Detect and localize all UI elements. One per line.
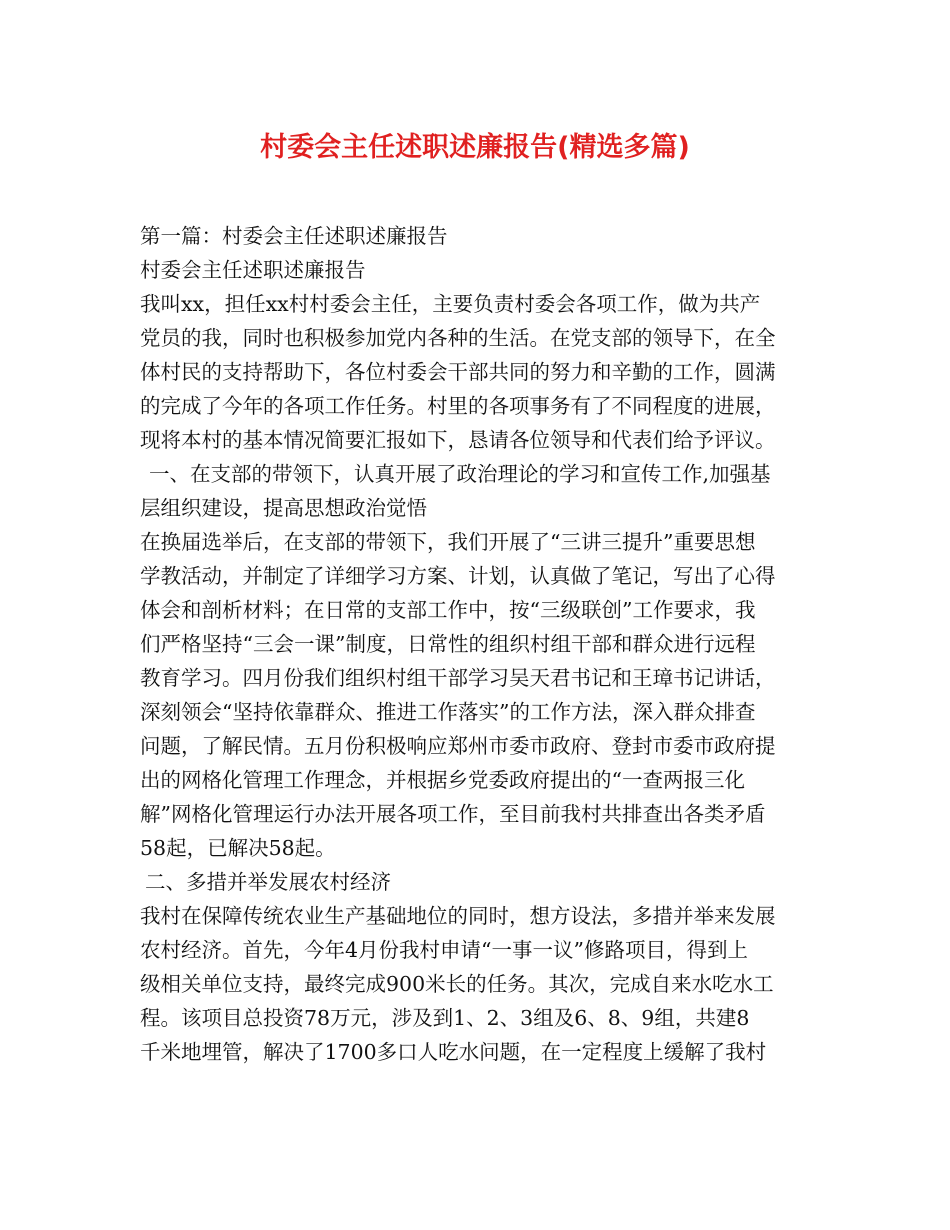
- numbered-heading: 一、在支部的带领下，认真开展了政治理论的学习和宣传工作,加强基: [149, 462, 771, 486]
- paragraph-line: 深刻领会“坚持依靠群众、推进工作落实”的工作方法，深入群众排查: [140, 700, 756, 724]
- document-title: 村委会主任述职述廉报告(精选多篇): [260, 132, 690, 163]
- paragraph-line: 们严格坚持“三会一课”制度，日常性的组织村组干部和群众进行远程: [140, 632, 756, 656]
- paragraph-line: 学教活动，并制定了详细学习方案、计划，认真做了笔记，写出了心得: [140, 564, 776, 588]
- paragraph-line: 程。该项目总投资78万元，涉及到1、2、3组及6、8、9组，共建8: [140, 1006, 750, 1030]
- numbered-heading-continued: 层组织建设，提高思想政治觉悟: [140, 496, 427, 520]
- paragraph-line: 千米地埋管，解决了1700多口人吃水问题，在一定程度上缓解了我村: [140, 1040, 767, 1064]
- paragraph-line: 教育学习。四月份我们组织村组干部学习吴天君书记和王璋书记讲话，: [140, 666, 776, 690]
- document-body: [140, 219, 820, 1069]
- paragraph-line: 我叫xx，担任xx村村委会主任，主要负责村委会各项工作，做为共产: [140, 292, 761, 316]
- paragraph-line: 问题，了解民情。五月份积极响应郑州市委市政府、登封市委市政府提: [140, 734, 776, 758]
- subheading: 村委会主任述职述廉报告: [140, 258, 366, 282]
- paragraph-line: 农村经济。首先，今年4月份我村申请“一事一议”修路项目，得到上: [140, 938, 749, 962]
- paragraph-line: 58起，已解决58起。: [140, 836, 336, 860]
- paragraph-line: 在换届选举后，在支部的带领下，我们开展了“三讲三提升”重要思想: [140, 530, 756, 554]
- paragraph-line: 我村在保障传统农业生产基础地位的同时，想方设法，多措并举来发展: [140, 904, 776, 928]
- section-heading: 第一篇：村委会主任述职述廉报告: [140, 224, 448, 248]
- numbered-heading: 二、多措并举发展农村经济: [145, 870, 391, 894]
- paragraph-line: 解”网格化管理运行办法开展各项工作，至目前我村共排查出各类矛盾: [140, 802, 766, 826]
- paragraph-line: 党员的我，同时也积极参加党内各种的生活。在党支部的领导下，在全: [140, 326, 776, 350]
- paragraph-line: 现将本村的基本情况简要汇报如下，恳请各位领导和代表们给予评议。: [140, 428, 776, 452]
- paragraph-line: 体会和剖析材料；在日常的支部工作中，按“三级联创”工作要求，我: [140, 598, 756, 622]
- paragraph-line: 的完成了今年的各项工作任务。村里的各项事务有了不同程度的进展，: [140, 394, 776, 418]
- paragraph-line: 出的网格化管理工作理念，并根据乡党委政府提出的“一查两报三化: [140, 768, 745, 792]
- paragraph-line: 级相关单位支持，最终完成900米长的任务。其次，完成自来水吃水工: [140, 972, 774, 996]
- paragraph-line: 体村民的支持帮助下，各位村委会干部共同的努力和辛勤的工作，圆满: [140, 360, 776, 384]
